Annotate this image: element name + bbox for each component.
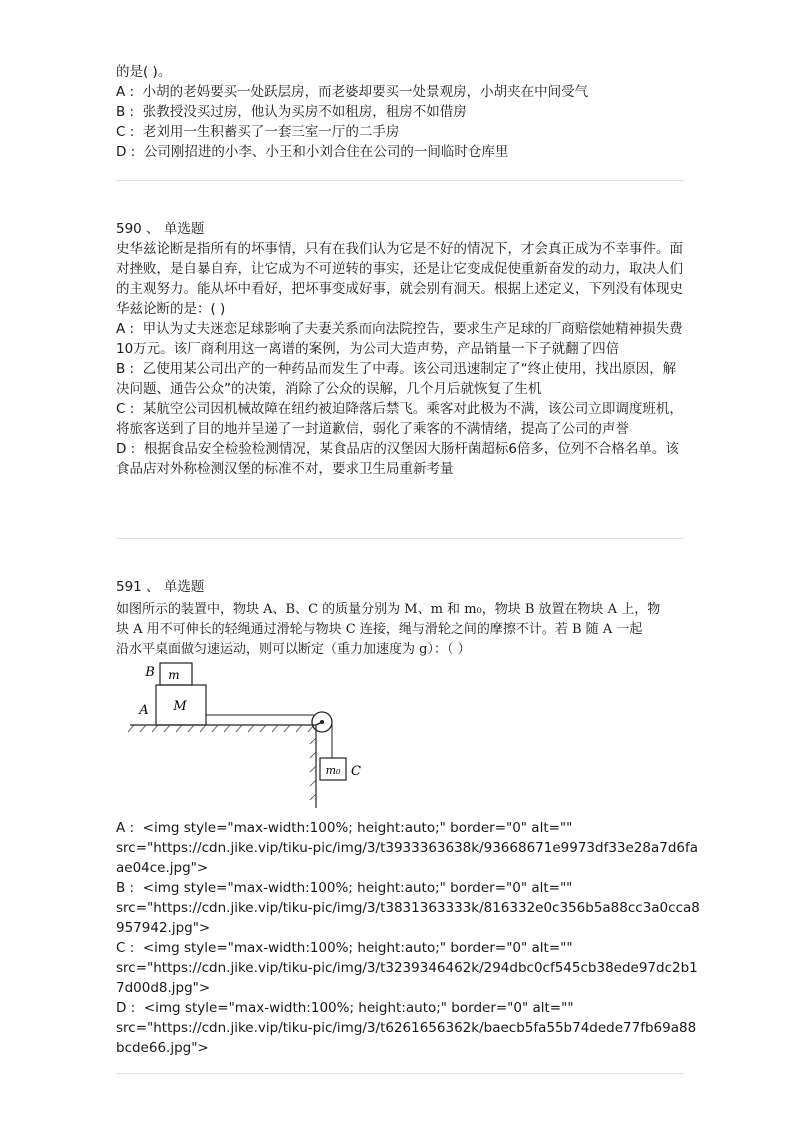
q590-option-a: A : 甲认为丈夫迷恋足球影响了夫妻关系而向法院控告，要求生产足球的厂商赔偿她精神损失费10万元。该厂商利用这一离谱的案例，为公司大造声势，产品销量一下子就翻了四倍 bbox=[116, 321, 683, 357]
divider bbox=[116, 180, 684, 181]
label-a: A bbox=[139, 703, 149, 718]
q591-stem-line-3: 沿水平桌面做匀速运动，则可以断定（重力加速度为 g）：（ ） bbox=[116, 642, 471, 657]
q589-option-c: C : 老刘用一生积蓄买了一套三室一厅的二手房 bbox=[116, 124, 400, 140]
q591-stem-line-1: 如图所示的装置中，物块 A、B、C 的质量分别为 M、m 和 m₀，物块 B 放置在物块 A 上，物 bbox=[116, 602, 661, 617]
q590-option-c: C : 某航空公司因机械故障在纽约被迫降落后禁飞。乘客对此极为不满，该公司立即调度班机，将旅客送到了目的地并呈递了一封道歉信，弱化了乘客的不满情绪，提高了公司的声誉 bbox=[116, 401, 683, 437]
q591-header: 591 、 单选题 bbox=[116, 579, 205, 595]
q590-option-b: B : 乙使用某公司出产的一种药品而发生了中毒。该公司迅速制定了“终止使用，找出原因，解决问题、通告公众”的决策，消除了公众的误解，几个月后就恢复了生机 bbox=[116, 361, 677, 397]
q590-header: 590 、 单选题 bbox=[116, 221, 205, 237]
q589-option-a: A : 小胡的老妈要买一处跃层房，而老婆却要买一处景观房，小胡夹在中间受气 bbox=[116, 84, 589, 100]
divider bbox=[116, 538, 684, 539]
label-m: m bbox=[168, 668, 180, 682]
label-M: M bbox=[173, 699, 187, 714]
table-edge-hatching bbox=[310, 738, 316, 800]
q591-stem-line-2: 块 A 用不可伸长的轻绳通过滑轮与物块 C 连接，绳与滑轮之间的摩擦不计。若 B 随 A 一起 bbox=[116, 622, 643, 637]
q591-option-a: A : <img style="max-width:100%; height:auto;" border="0" alt="" src="https://cdn.jike.vip/tiku-pic/img/3/t3933363638k/93668671e9973df33e28a7d6fa ae04ce.jpg"> bbox=[116, 820, 699, 876]
question-589 bbox=[116, 62, 686, 162]
pulley-diagram bbox=[116, 658, 376, 818]
label-b: B bbox=[145, 665, 155, 680]
label-m0: m₀ bbox=[325, 764, 341, 777]
q591-options bbox=[116, 818, 700, 1058]
q590-stem: 史华兹论断是指所有的坏事情，只有在我们认为它是不好的情况下，才会真正成为不幸事件。面对挫败，是自暴自弃，让它成为不可逆转的事实，还是让它变成促使重新奋发的动力，取决人们的主观努力。能从坏中看好，把坏事变成好事，就会别有洞天。根据上述定义，下列没有体现史华兹论断的是：( ) bbox=[116, 241, 683, 317]
q591-option-b: B : <img style="max-width:100%; height:auto;" border="0" alt="" src="https://cdn.jike.vip/tiku-pic/img/3/t3831363333k/816332e0c356b5a88cc3a0cca8 957942.jpg"> bbox=[116, 880, 700, 936]
label-c: C bbox=[351, 764, 361, 779]
q590-option-d: D : 根据食品安全检验检测情况，某食品店的汉堡因大肠杆菌超标6倍多，位列不合格名单。该食品店对外称检测汉堡的标准不对，要求卫生局重新考量 bbox=[116, 441, 679, 477]
q591-option-d: D : <img style="max-width:100%; height:auto;" border="0" alt="" src="https://cdn.jike.vip/tiku-pic/img/3/t6261656362k/baecb5fa55b74dede77fb69a88 bcde66.jpg"> bbox=[116, 1000, 697, 1056]
q589-option-d: D : 公司刚招进的小李、小王和小刘合住在公司的一间临时仓库里 bbox=[116, 144, 509, 160]
q589-option-b: B : 张教授没买过房，他认为买房不如租房，租房不如借房 bbox=[116, 104, 467, 120]
divider bbox=[116, 1073, 684, 1074]
q591-stem bbox=[116, 600, 696, 660]
q589-stem-tail: 的是( )。 bbox=[116, 64, 172, 80]
table-hatching bbox=[128, 725, 314, 732]
question-590 bbox=[116, 239, 684, 479]
q591-option-c: C : <img style="max-width:100%; height:auto;" border="0" alt="" src="https://cdn.jike.vip/tiku-pic/img/3/t3239346462k/294dbc0cf545cb38ede97dc2b1 7d00d8.jpg"> bbox=[116, 940, 698, 996]
